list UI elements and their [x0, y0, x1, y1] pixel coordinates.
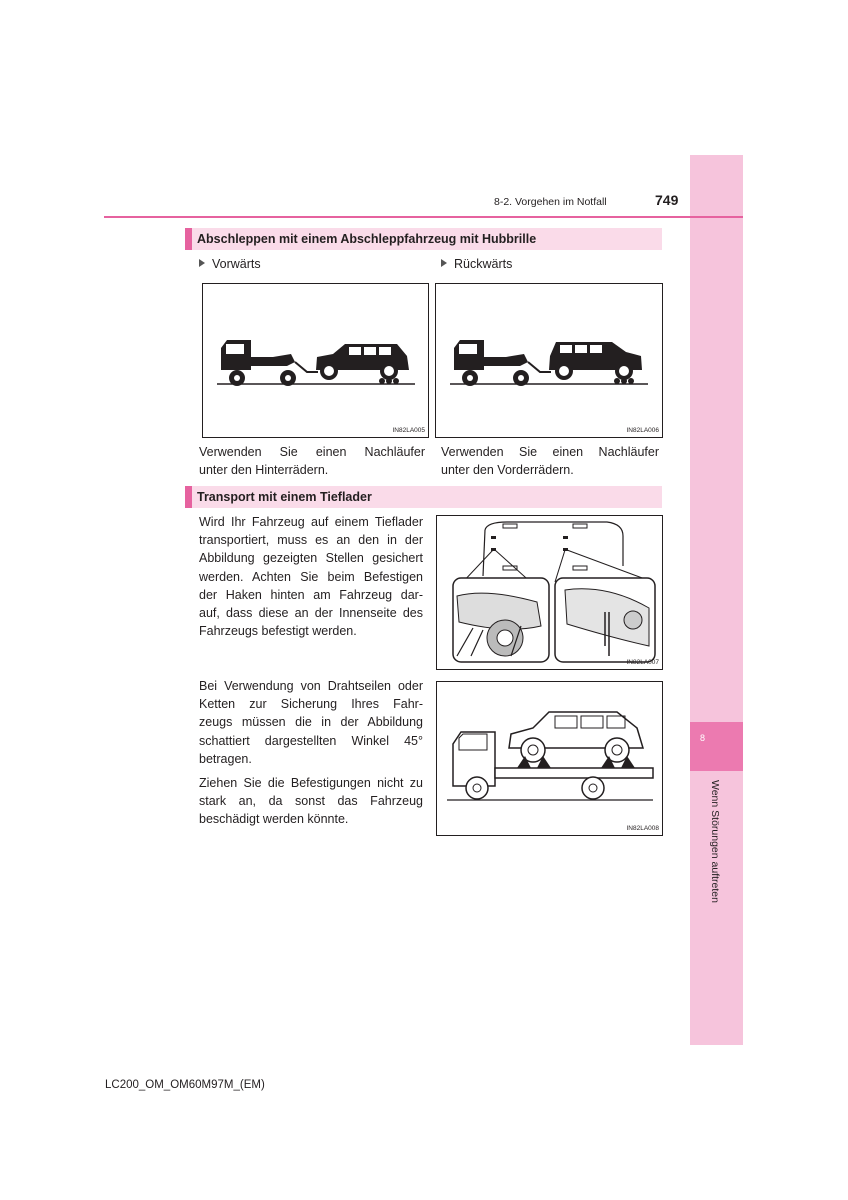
section-title: Transport mit einem Tieflader	[197, 490, 372, 504]
section-title-bar-towing	[185, 228, 662, 250]
text-line: unter den Vorderrädern.	[441, 463, 574, 478]
paragraph-tightening-warning	[199, 774, 423, 829]
figure-code: IN82LA006	[626, 427, 659, 434]
figure-tiedown-points	[436, 515, 663, 670]
text-line: Ketten zur Sicherung Ihres Fahr-	[199, 697, 423, 712]
tow-truck-backward-illustration	[436, 284, 662, 437]
bullet-forward	[199, 257, 261, 271]
figure-code: IN82LA008	[626, 825, 659, 832]
figure-code: IN82LA007	[626, 659, 659, 666]
bullet-label: Rückwärts	[454, 257, 513, 271]
page-number: 749	[655, 192, 679, 208]
triangle-bullet-icon	[199, 259, 205, 267]
chapter-title: Wenn Störungen auftreten	[709, 780, 721, 903]
text-line: stark an, da sonst das Fahrzeug	[199, 794, 423, 809]
paragraph-wire-angle	[199, 677, 423, 768]
text-line: der Haken hinten am Fahrzeug dar-	[199, 587, 423, 602]
text-line: beschädigt werden könnte.	[199, 812, 349, 827]
bullet-label: Vorwärts	[212, 257, 261, 271]
text-line: unter den Hinterrädern.	[199, 463, 329, 478]
text-line: schattiert dargestellten Winkel 45°	[199, 733, 423, 748]
text-line: Wird Ihr Fahrzeug auf einem Tieflader	[199, 515, 423, 529]
figure-tow-backward	[435, 283, 663, 438]
text-line: Abbildung gezeigten Stellen gesichert	[199, 551, 423, 566]
lowloader-illustration	[437, 682, 662, 835]
section-title: Abschleppen mit einem Abschleppfahrzeug mit Hubbrille	[197, 232, 537, 246]
triangle-bullet-icon	[441, 259, 447, 267]
section-header: 8-2. Vorgehen im Notfall	[494, 196, 607, 208]
text-line: betragen.	[199, 751, 252, 766]
text-line: Bei Verwendung von Drahtseilen oder	[199, 679, 423, 693]
text-line: Ziehen Sie die Befestigungen nicht zu	[199, 776, 423, 790]
text-line: Verwenden Sie einen Nachläufer	[199, 445, 425, 459]
text-line: Verwenden Sie einen Nachläufer	[441, 445, 659, 459]
header-rule	[104, 216, 743, 218]
tiedown-points-illustration	[437, 516, 662, 669]
caption-backward	[441, 443, 659, 479]
document-code: LC200_OM_OM60M97M_(EM)	[105, 1079, 265, 1091]
caption-forward	[199, 443, 425, 479]
section-marker	[185, 486, 192, 508]
text-line: auf, dass diese an der Innenseite des	[199, 606, 423, 621]
chapter-number-tab	[690, 722, 743, 771]
text-line: transportiert, muss es an den in der	[199, 533, 423, 548]
chapter-number: 8	[700, 733, 706, 743]
figure-lowloader	[436, 681, 663, 836]
text-line: werden. Achten Sie beim Befestigen	[199, 569, 423, 584]
figure-code: IN82LA005	[392, 427, 425, 434]
bullet-backward	[441, 257, 512, 271]
figure-tow-forward	[202, 283, 429, 438]
section-title-bar-transport	[185, 486, 662, 508]
tow-truck-forward-illustration	[203, 284, 428, 437]
text-line: zeugs müssen die in der Abbildung	[199, 715, 423, 730]
paragraph-lowloader-securing	[199, 513, 423, 640]
chapter-side-tab	[690, 155, 743, 1045]
section-marker	[185, 228, 192, 250]
text-line: Fahrzeugs befestigt werden.	[199, 624, 357, 639]
